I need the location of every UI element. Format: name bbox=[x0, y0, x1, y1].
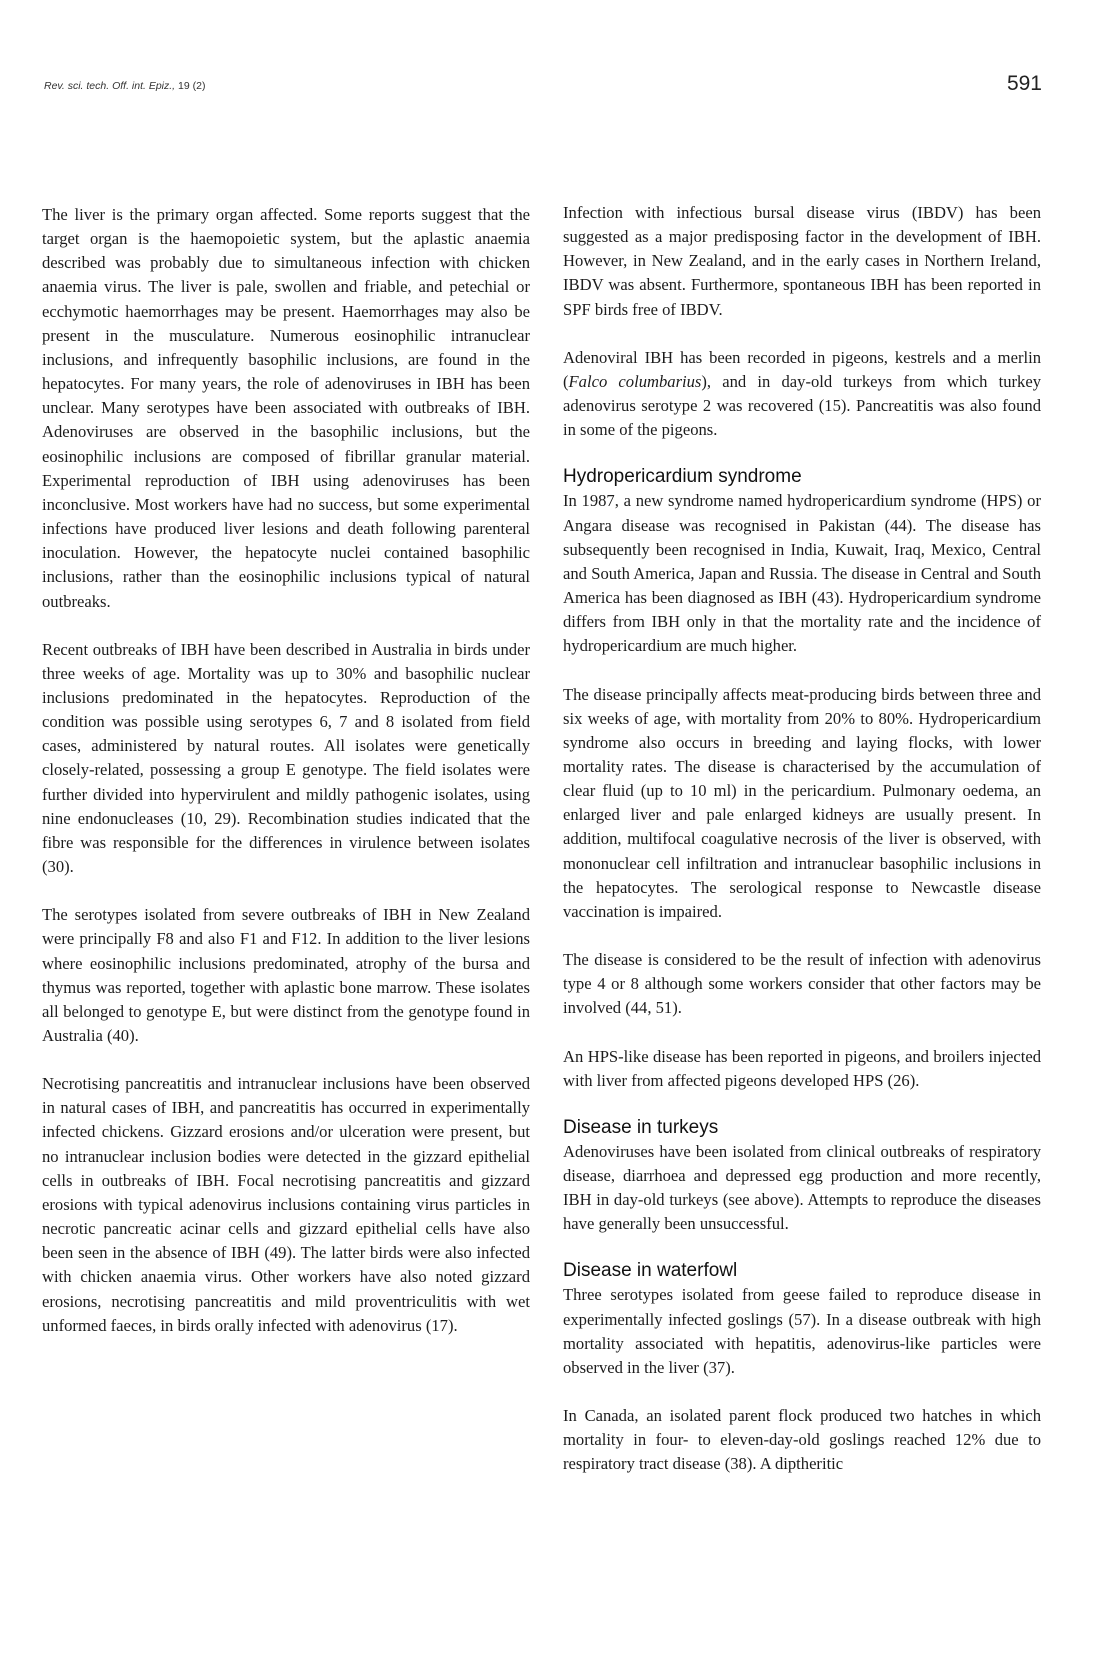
paragraph: Three serotypes isolated from geese failed to reproduce disease in experimentally infected goslings (57). In a disease outbreak with high mortality associated with hepatitis, adenovirus-like particles were observed in the liver (37). bbox=[563, 1285, 1041, 1377]
paragraph bbox=[563, 346, 1041, 443]
text-run: ), and in day-old turkeys from which turkey adenovirus serotype 2 was recovered (15). Pancreatitis was also found in some of the pigeons. bbox=[563, 371, 1041, 440]
journal-citation: Rev. sci. tech. Off. int. Epiz., bbox=[44, 80, 176, 92]
paragraph: Recent outbreaks of IBH have been described in Australia in birds under three weeks of age. Mortality was up to 30% and basophilic nuclear inclusions predominated in the hepatocytes. Reproduction of the condition was possible using serotypes 6, 7 and 8 isolated from field cases, administered by natural routes. All isolates were genetically closely-related, possessing a group E genotype. The field isolates were further divided into hypervirulent and mildly pathogenic isolates, using nine endonucleases (10, 29). Recombination studies indicated that the fibre was responsible for the differences in virulence between isolates (30). bbox=[42, 639, 530, 877]
left-column bbox=[42, 203, 530, 1362]
species-name: Falco columbarius bbox=[568, 371, 702, 391]
journal-volume: 19 (2) bbox=[178, 80, 206, 92]
paragraph: An HPS-like disease has been reported in pigeons, and broilers injected with liver from affected pigeons developed HPS (26). bbox=[563, 1046, 1041, 1090]
paragraph: Infection with infectious bursal disease virus (IBDV) has been suggested as a major predisposing factor in the development of IBH. However, in New Zealand, and in the early cases in Northern Ireland, IBDV was absent. Furthermore, spontaneous IBH has been reported in SPF birds free of IBDV. bbox=[563, 203, 1041, 319]
text-run: Adenoviral IBH has been recorded in pigeons, kestrels and a merlin ( bbox=[563, 347, 1041, 391]
section-heading: Hydropericardium syndrome bbox=[563, 466, 802, 488]
paragraph: The disease is considered to be the result of infection with adenovirus type 4 or 8 although some workers consider that other factors may be involved (44, 51). bbox=[563, 950, 1041, 1018]
paragraph: The liver is the primary organ affected. Some reports suggest that the target organ is the haemopoietic system, but the aplastic anaemia described was probably due to simultaneous infection with chicken anaemia virus. The liver is pale, swollen and friable, and petechial or ecchymotic haemorrhages may be present. Haemorrhages may also be present in the musculature. Numerous eosinophilic intranuclear inclusions, and infrequently basophilic inclusions, are found in the hepatocytes. For many years, the role of adenoviruses in IBH has been unclear. Many serotypes have been associated with outbreaks of IBH. Adenoviruses are observed in the basophilic inclusions, but the eosinophilic inclusions are composed of fibrillar granular material. Experimental reproduction of IBH using adenoviruses has been inconclusive. Most workers have had no success, but some experimental infections have produced liver lesions and death following parenteral inoculation. However, the hepatocyte nuclei contained basophilic inclusions, rather than the eosinophilic inclusions typical of natural outbreaks. bbox=[42, 205, 530, 611]
paragraph: In Canada, an isolated parent flock produced two hatches in which mortality in four- to eleven-day-old goslings reached 12% due to respiratory tract disease (38). A diptheritic bbox=[563, 1406, 1041, 1474]
running-head bbox=[44, 80, 205, 92]
paragraph: The serotypes isolated from severe outbreaks of IBH in New Zealand were principally F8 and also F1 and F12. In addition to the liver lesions where eosinophilic inclusions predominated, atrophy of the bursa and thymus was reported, together with aplastic bone marrow. These isolates all belonged to genotype E, but were distinct from the genotype found in Australia (40). bbox=[42, 905, 530, 1045]
page-number: 591 bbox=[1006, 72, 1042, 95]
paragraph: The disease principally affects meat-producing birds between three and six weeks of age, with mortality from 20% to 80%. Hydropericardium syndrome also occurs in breeding and laying flocks, with lower mortality rates. The disease is characterised by the accumulation of clear fluid (up to 10 ml) in the pericardium. Pulmonary oedema, an enlarged liver and pale enlarged kidneys are usually present. In addition, multifocal coagulative necrosis of the liver is observed, with mononuclear cell infiltration and intranuclear basophilic inclusions in the hepatocytes. The serological response to Newcastle disease vaccination is impaired. bbox=[563, 684, 1041, 921]
section-heading: Disease in turkeys bbox=[563, 1116, 719, 1138]
paragraph: Adenoviruses have been isolated from clinical outbreaks of respiratory disease, diarrhoea and depressed egg production and more recently, IBH in day-old turkeys (see above). Attempts to reproduce the diseases have generally been unsuccessful. bbox=[563, 1141, 1041, 1234]
paragraph: In 1987, a new syndrome named hydropericardium syndrome (HPS) or Angara disease was recognised in Pakistan (44). The disease has subsequently been recognised in India, Kuwait, Iraq, Mexico, Central and South America, Japan and Russia. The disease in Central and South America has been diagnosed as IBH (43). Hydropericardium syndrome differs from IBH only in that the mortality rate and the incidence of hydropericardium are much higher. bbox=[563, 491, 1041, 656]
section-heading: Disease in waterfowl bbox=[563, 1260, 738, 1282]
right-column bbox=[563, 201, 1041, 1501]
paragraph: Necrotising pancreatitis and intranuclear inclusions have been observed in natural cases of IBH, and pancreatitis has occurred in experimentally infected chickens. Gizzard erosions and/or ulceration were present, but no intranuclear inclusion bodies were detected in the gizzard epithelial cells in outbreaks of IBH. Focal necrotising pancreatitis and gizzard erosions with typical adenovirus inclusions containing virus particles in necrotic pancreatic acinar cells and gizzard epithelial cells have also been seen in the absence of IBH (49). The latter birds were also infected with chicken anaemia virus. Other workers have also noted gizzard erosions, necrotising pancreatitis and mild proventriculitis with wet unformed faeces, in birds orally infected with adenovirus (17). bbox=[42, 1074, 530, 1335]
